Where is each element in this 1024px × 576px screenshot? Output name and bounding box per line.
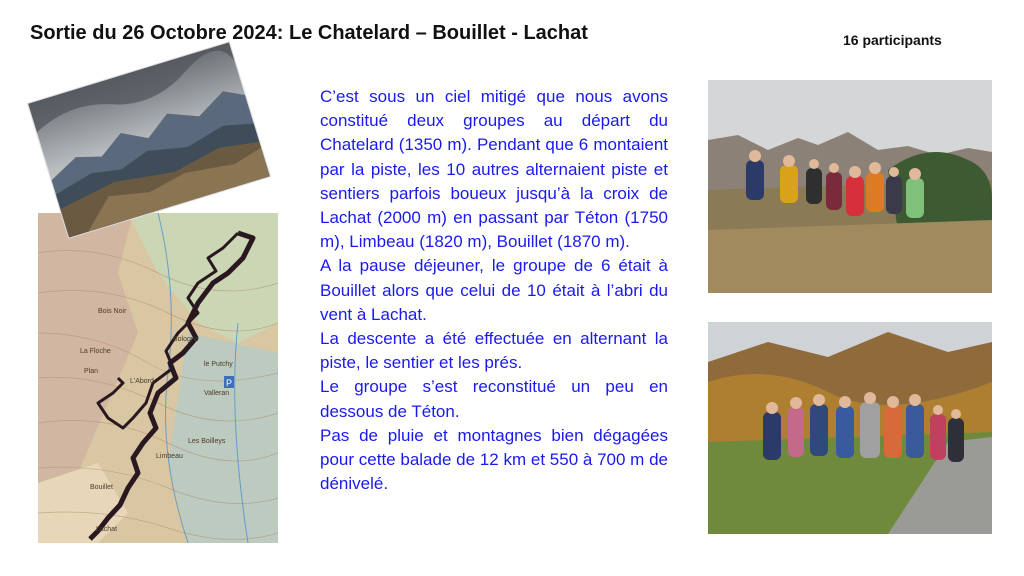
map-label-bologne: Bologne [173,336,199,343]
map-label-labord: L'Abord [130,378,154,385]
group-photo-hillside [708,80,992,293]
paragraph-summary: Pas de pluie et montagnes bien dégagées pour cette balade de 12 km et 550 à 700 m de dénivelé. [320,425,668,494]
slide-title: Sortie du 26 Octobre 2024: Le Chatelard – Bouillet - Lachat [30,22,588,44]
map-label-valleran: Valleran [204,390,230,397]
map-label-lachat: Lachat [96,526,118,533]
paragraph-lunch: A la pause déjeuner, le groupe de 6 était à Bouillet alors que celui de 10 était à l’abri du vent à Lachat. [320,256,668,324]
map-label-les-boilleys: Les Boilleys [188,438,226,445]
narrative-text [320,85,668,496]
map-label-le-putchy: le Putchy [204,361,233,368]
map-label-la-floche: La Floche [80,348,111,355]
paragraph-intro: C’est sous un ciel mitigé que nous avons constitué deux groupes au départ du Chatelard (1350 m). Pendant que 6 montaient par la piste, les 10 autres alternaient piste et sentiers parfois boueux jusqu’à la croix de Lachat (2000 m) en passant par Téton (1750 m), Limbeau (1820 m), Bouillet (1870 m). [320,87,668,252]
participants-count: 16 participants [843,32,942,48]
map-label-plan: Plan [84,368,99,375]
group-photo-trail [708,322,992,534]
paragraph-regroup: Le groupe s’est reconstitué un peu en dessous de Téton. [320,377,668,421]
map-label-bois-noir: Bois Noir [98,308,127,315]
mountain-landscape-photo [28,42,270,237]
map-label-limbeau: Limbeau [156,453,183,460]
map-label-bouillet: Bouillet [90,484,113,491]
route-map-image [38,213,278,543]
paragraph-descent: La descente a été effectuée en alternant la piste, le sentier et les prés. [320,329,668,373]
parking-label: P [226,378,233,388]
